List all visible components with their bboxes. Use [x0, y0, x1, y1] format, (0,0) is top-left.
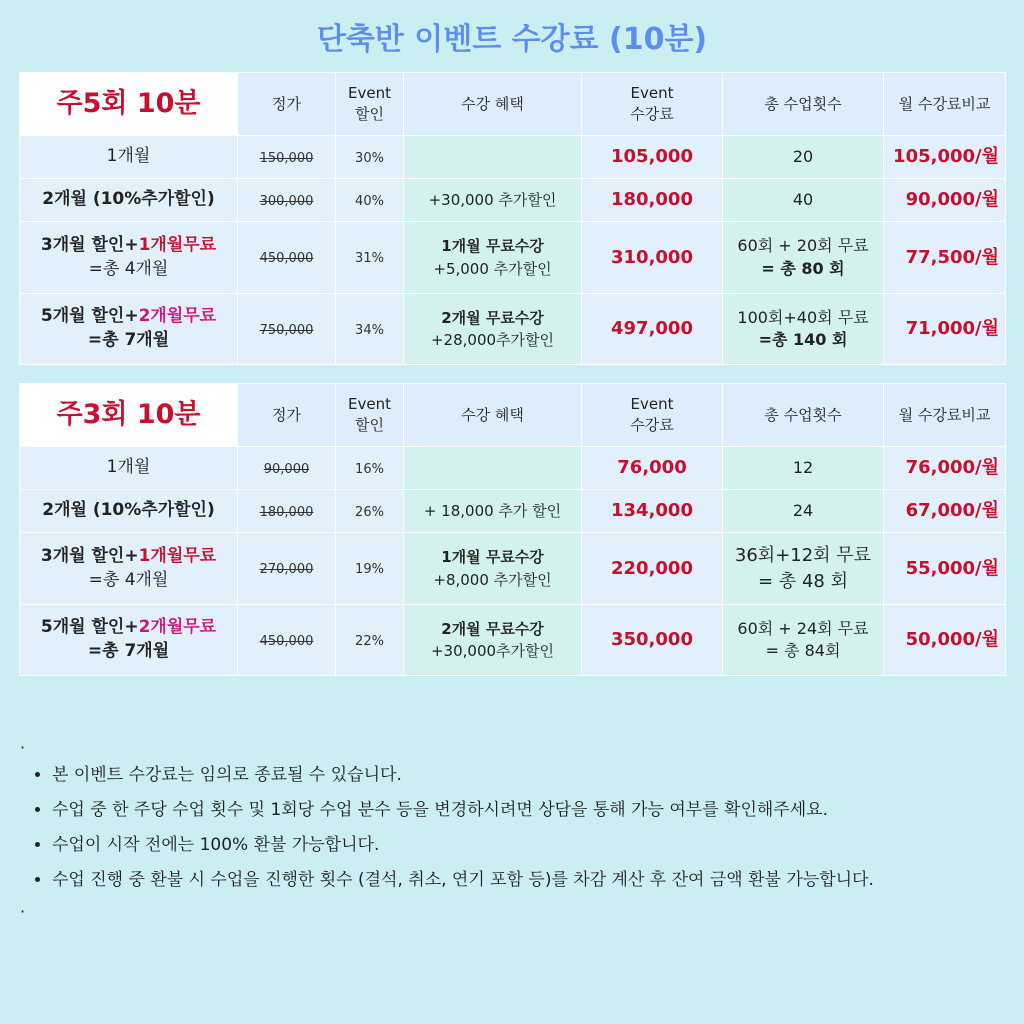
notes-bottom-marker: ·	[20, 902, 26, 921]
header-event-discount: Event 할인	[336, 73, 404, 136]
table-row	[20, 294, 1006, 365]
benefit-cell: + 18,000 추가 할인	[404, 490, 582, 533]
discount-cell: 22%	[336, 605, 404, 676]
benefit-cell: +30,000 추가할인	[404, 179, 582, 222]
table-row	[20, 136, 1006, 179]
event-price-cell: 76,000	[582, 447, 723, 490]
header-regular-price: 정가	[238, 73, 336, 136]
notes-section	[20, 740, 1010, 920]
notes-list	[20, 764, 1010, 892]
event-price-cell: 134,000	[582, 490, 723, 533]
note-item: • 수업이 시작 전에는 100% 환불 가능합니다.	[52, 834, 1010, 857]
sessions-cell: 100회+40회 무료 =총 140 회	[723, 294, 884, 365]
sessions-cell: 40	[723, 179, 884, 222]
note-item: • 본 이벤트 수강료는 임의로 종료될 수 있습니다.	[52, 764, 1010, 787]
monthly-cell: 71,000/월	[884, 294, 1006, 365]
regular-price-cell: 300,000	[238, 179, 336, 222]
header-benefit: 수강 혜택	[404, 73, 582, 136]
header-sessions: 총 수업횟수	[723, 384, 884, 447]
sessions-cell: 12	[723, 447, 884, 490]
benefit-cell	[404, 447, 582, 490]
discount-cell: 30%	[336, 136, 404, 179]
discount-cell: 19%	[336, 533, 404, 605]
header-event-discount: Event 할인	[336, 384, 404, 447]
regular-price-cell: 180,000	[238, 490, 336, 533]
header-regular-price: 정가	[238, 384, 336, 447]
table-row	[20, 222, 1006, 294]
plan-cell: 3개월 할인+1개월무료 =총 4개월	[20, 222, 238, 294]
event-price-cell: 350,000	[582, 605, 723, 676]
benefit-cell: 1개월 무료수강 +8,000 추가할인	[404, 533, 582, 605]
table-row	[20, 447, 1006, 490]
table-label: 주3회 10분	[20, 384, 238, 447]
discount-cell: 31%	[336, 222, 404, 294]
regular-price-cell: 750,000	[238, 294, 336, 365]
regular-price-cell: 450,000	[238, 605, 336, 676]
monthly-cell: 50,000/월	[884, 605, 1006, 676]
event-price-cell: 310,000	[582, 222, 723, 294]
page-title: 단축반 이벤트 수강료 (10분)	[316, 22, 708, 57]
regular-price-cell: 450,000	[238, 222, 336, 294]
header-monthly: 월 수강료비교	[884, 384, 1006, 447]
plan-cell: 1개월	[20, 136, 238, 179]
plan-cell: 5개월 할인+2개월무료 =총 7개월	[20, 605, 238, 676]
monthly-cell: 55,000/월	[884, 533, 1006, 605]
header-benefit: 수강 혜택	[404, 384, 582, 447]
discount-cell: 26%	[336, 490, 404, 533]
monthly-cell: 76,000/월	[884, 447, 1006, 490]
table-label: 주5회 10분	[20, 73, 238, 136]
monthly-cell: 90,000/월	[884, 179, 1006, 222]
notes-top-marker: ·	[20, 738, 26, 757]
plan-cell: 2개월 (10%추가할인)	[20, 179, 238, 222]
sessions-cell: 60회 + 20회 무료 = 총 80 회	[723, 222, 884, 294]
sessions-cell: 60회 + 24회 무료 = 총 84회	[723, 605, 884, 676]
plan-cell: 5개월 할인+2개월무료 =총 7개월	[20, 294, 238, 365]
event-price-cell: 180,000	[582, 179, 723, 222]
benefit-cell: 2개월 무료수강 +30,000추가할인	[404, 605, 582, 676]
pricing-table-3x	[19, 383, 1006, 676]
regular-price-cell: 270,000	[238, 533, 336, 605]
regular-price-cell: 150,000	[238, 136, 336, 179]
monthly-cell: 77,500/월	[884, 222, 1006, 294]
event-price-cell: 105,000	[582, 136, 723, 179]
regular-price-cell: 90,000	[238, 447, 336, 490]
benefit-cell: 2개월 무료수강 +28,000추가할인	[404, 294, 582, 365]
header-monthly: 월 수강료비교	[884, 73, 1006, 136]
note-item: • 수업 중 한 주당 수업 횟수 및 1회당 수업 분수 등을 변경하시려면 상담을 통해 가능 여부를 확인해주세요.	[52, 799, 1010, 822]
header-sessions: 총 수업횟수	[723, 73, 884, 136]
table-row	[20, 490, 1006, 533]
discount-cell: 16%	[336, 447, 404, 490]
discount-cell: 34%	[336, 294, 404, 365]
header-row	[20, 384, 1006, 447]
plan-cell: 3개월 할인+1개월무료 =총 4개월	[20, 533, 238, 605]
monthly-cell: 67,000/월	[884, 490, 1006, 533]
sessions-cell: 24	[723, 490, 884, 533]
header-row	[20, 73, 1006, 136]
table-row	[20, 179, 1006, 222]
event-price-cell: 497,000	[582, 294, 723, 365]
sessions-cell: 20	[723, 136, 884, 179]
plan-cell: 2개월 (10%추가할인)	[20, 490, 238, 533]
note-item: • 수업 진행 중 환불 시 수업을 진행한 횟수 (결석, 취소, 연기 포함 등)를 차감 계산 후 잔여 금액 환불 가능합니다.	[52, 869, 1010, 892]
table-row	[20, 533, 1006, 605]
monthly-cell: 105,000/월	[884, 136, 1006, 179]
discount-cell: 40%	[336, 179, 404, 222]
plan-cell: 1개월	[20, 447, 238, 490]
pricing-table-5x	[19, 72, 1006, 365]
table-row	[20, 605, 1006, 676]
event-price-cell: 220,000	[582, 533, 723, 605]
benefit-cell	[404, 136, 582, 179]
sessions-cell: 36회+12회 무료 = 총 48 회	[723, 533, 884, 605]
header-event-price: Event 수강료	[582, 73, 723, 136]
benefit-cell: 1개월 무료수강 +5,000 추가할인	[404, 222, 582, 294]
header-event-price: Event 수강료	[582, 384, 723, 447]
